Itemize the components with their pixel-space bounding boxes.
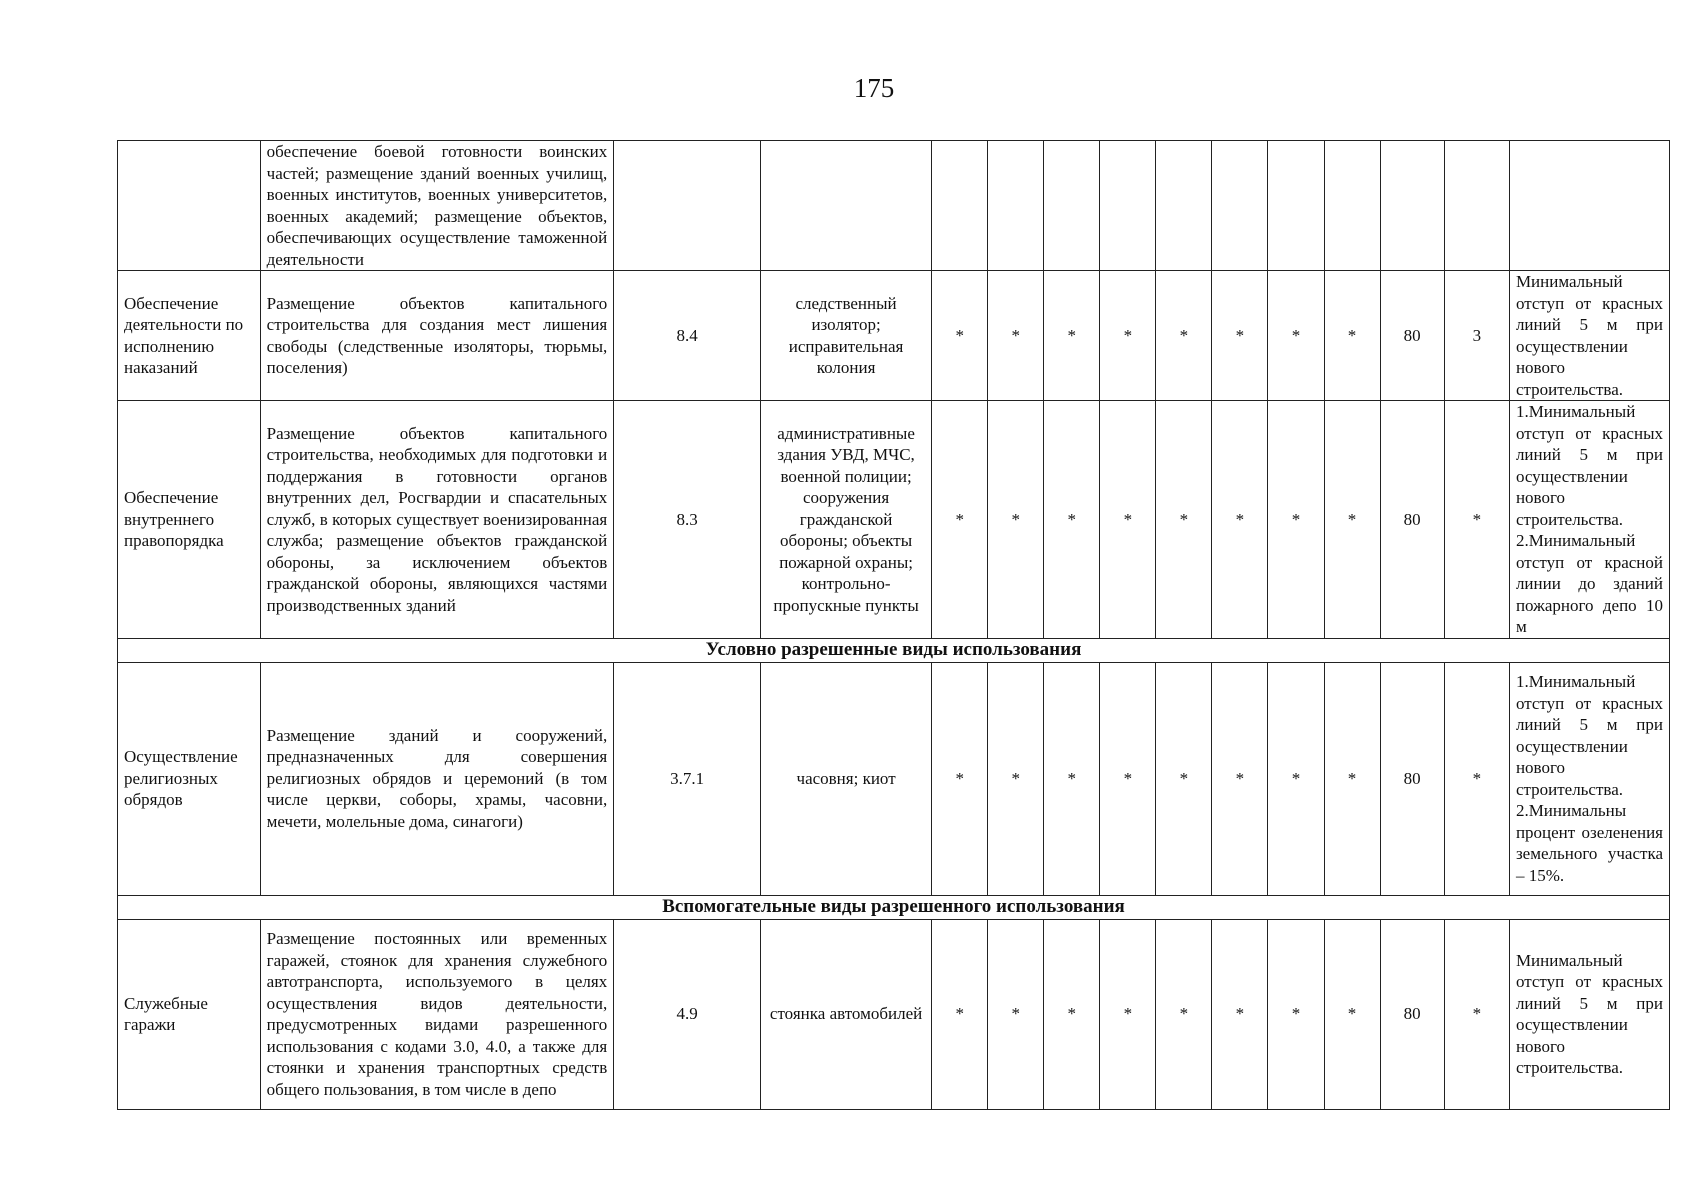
parameter-cell: * [1268, 662, 1324, 895]
parameter-cell: * [1324, 919, 1380, 1109]
restriction-note: 1.Минимальный отступ от красных линий 5 м при осуществлении нового строительства. 2.Минимальны процент озеленения земельного участка – 15%. [1509, 662, 1669, 895]
parameter-cell [1268, 141, 1324, 271]
permitted-objects: следственный изолятор; исправительная колония [760, 271, 931, 401]
parameter-value: * [1444, 919, 1509, 1109]
parameter-cell [1212, 141, 1268, 271]
table-row [118, 919, 1670, 1109]
use-type-description: Размещение зданий и сооружений, предназначенных для совершения религиозных обрядов и церемоний (в том числе церкви, соборы, храмы, часовни, мечети, молельные дома, синагоги) [260, 662, 614, 895]
parameter-cell: * [1156, 271, 1212, 401]
permitted-objects: стоянка автомобилей [760, 919, 931, 1109]
use-type-name [118, 141, 261, 271]
parameter-value: 80 [1380, 919, 1444, 1109]
restriction-note [1509, 141, 1669, 271]
parameter-cell: * [1268, 401, 1324, 639]
parameter-cell [1324, 141, 1380, 271]
permitted-objects: часовня; киот [760, 662, 931, 895]
parameter-cell: * [1100, 919, 1156, 1109]
classifier-code [614, 141, 761, 271]
use-type-description: Размещение объектов капитального строительства для создания мест лишения свободы (следственные изоляторы, тюрьмы, поселения) [260, 271, 614, 401]
parameter-cell: * [988, 919, 1044, 1109]
parameter-cell: * [1324, 401, 1380, 639]
parameter-cell [1044, 141, 1100, 271]
parameter-cell: * [1212, 662, 1268, 895]
classifier-code: 8.4 [614, 271, 761, 401]
permitted-objects [760, 141, 931, 271]
section-title: Вспомогательные виды разрешенного использования [118, 895, 1670, 919]
parameter-cell: * [1156, 919, 1212, 1109]
parameter-value: 80 [1380, 662, 1444, 895]
section-header-row [118, 638, 1670, 662]
parameter-cell: * [932, 919, 988, 1109]
parameter-value: 80 [1380, 271, 1444, 401]
restriction-note: Минимальный отступ от красных линий 5 м при осуществлении нового строительства. [1509, 919, 1669, 1109]
parameter-cell: * [1324, 662, 1380, 895]
table-row [118, 662, 1670, 895]
parameter-cell: * [988, 662, 1044, 895]
classifier-code: 4.9 [614, 919, 761, 1109]
use-type-description: Размещение постоянных или временных гаражей, стоянок для хранения служебного автотранспорта, используемого в целях осуществления видов деятельности, предусмотренных видами разрешенного использования с кодами 3.0, 4.0, а также для стоянки и хранения транспортных средств общего пользования, в том числе в депо [260, 919, 614, 1109]
page-number: 175 [853, 73, 895, 103]
parameter-cell: * [1100, 271, 1156, 401]
parameter-value [1444, 141, 1509, 271]
parameter-cell: * [1156, 401, 1212, 639]
classifier-code: 3.7.1 [614, 662, 761, 895]
use-type-name: Обеспечение внутреннего правопорядка [118, 401, 261, 639]
zoning-regulations-table [117, 140, 1670, 1110]
parameter-cell: * [1324, 271, 1380, 401]
parameter-cell: * [1212, 271, 1268, 401]
parameter-value: 80 [1380, 401, 1444, 639]
parameter-cell: * [988, 271, 1044, 401]
use-type-name: Обеспечение деятельности по исполнению наказаний [118, 271, 261, 401]
table-row [118, 401, 1670, 639]
use-type-name: Служебные гаражи [118, 919, 261, 1109]
restriction-note: 1.Минимальный отступ от красных линий 5 м при осуществлении нового строительства. 2.Минимальный отступ от красной линии до зданий пожарного депо 10 м [1509, 401, 1669, 639]
parameter-cell [1156, 141, 1212, 271]
parameter-cell: * [1044, 662, 1100, 895]
parameter-cell: * [1044, 919, 1100, 1109]
parameter-cell: * [932, 662, 988, 895]
parameter-cell: * [1268, 271, 1324, 401]
parameter-cell [932, 141, 988, 271]
parameter-cell [1100, 141, 1156, 271]
section-title: Условно разрешенные виды использования [118, 638, 1670, 662]
parameter-cell: * [1268, 919, 1324, 1109]
table-row [118, 271, 1670, 401]
parameter-cell: * [1156, 662, 1212, 895]
table-row [118, 141, 1670, 271]
permitted-objects: административные здания УВД, МЧС, военной полиции; сооружения гражданской обороны; объекты пожарной охраны; контрольно-пропускные пункты [760, 401, 931, 639]
parameter-cell: * [988, 401, 1044, 639]
restriction-note: Минимальный отступ от красных линий 5 м при осуществлении нового строительства. [1509, 271, 1669, 401]
parameter-cell: * [932, 401, 988, 639]
section-header-row [118, 895, 1670, 919]
parameter-cell [988, 141, 1044, 271]
parameter-cell: * [1212, 401, 1268, 639]
parameter-cell: * [1044, 271, 1100, 401]
parameter-value [1380, 141, 1444, 271]
use-type-description: обеспечение боевой готовности воинских частей; размещение зданий военных училищ, военных институтов, военных университетов, военных академий; размещение объектов, обеспечивающих осуществление таможенной деятельности [260, 141, 614, 271]
use-type-description: Размещение объектов капитального строительства, необходимых для подготовки и поддержания в готовности органов внутренних дел, Росгвардии и спасательных служб, в которых существует военизированная служба; размещение объектов гражданской обороны, за исключением объектов гражданской обороны, являющихся частями производственных зданий [260, 401, 614, 639]
parameter-cell: * [1100, 401, 1156, 639]
parameter-cell: * [1212, 919, 1268, 1109]
use-type-name: Осуществление религиозных обрядов [118, 662, 261, 895]
parameter-value: * [1444, 401, 1509, 639]
parameter-cell: * [1100, 662, 1156, 895]
parameter-value: 3 [1444, 271, 1509, 401]
parameter-cell: * [932, 271, 988, 401]
parameter-cell: * [1044, 401, 1100, 639]
classifier-code: 8.3 [614, 401, 761, 639]
parameter-value: * [1444, 662, 1509, 895]
